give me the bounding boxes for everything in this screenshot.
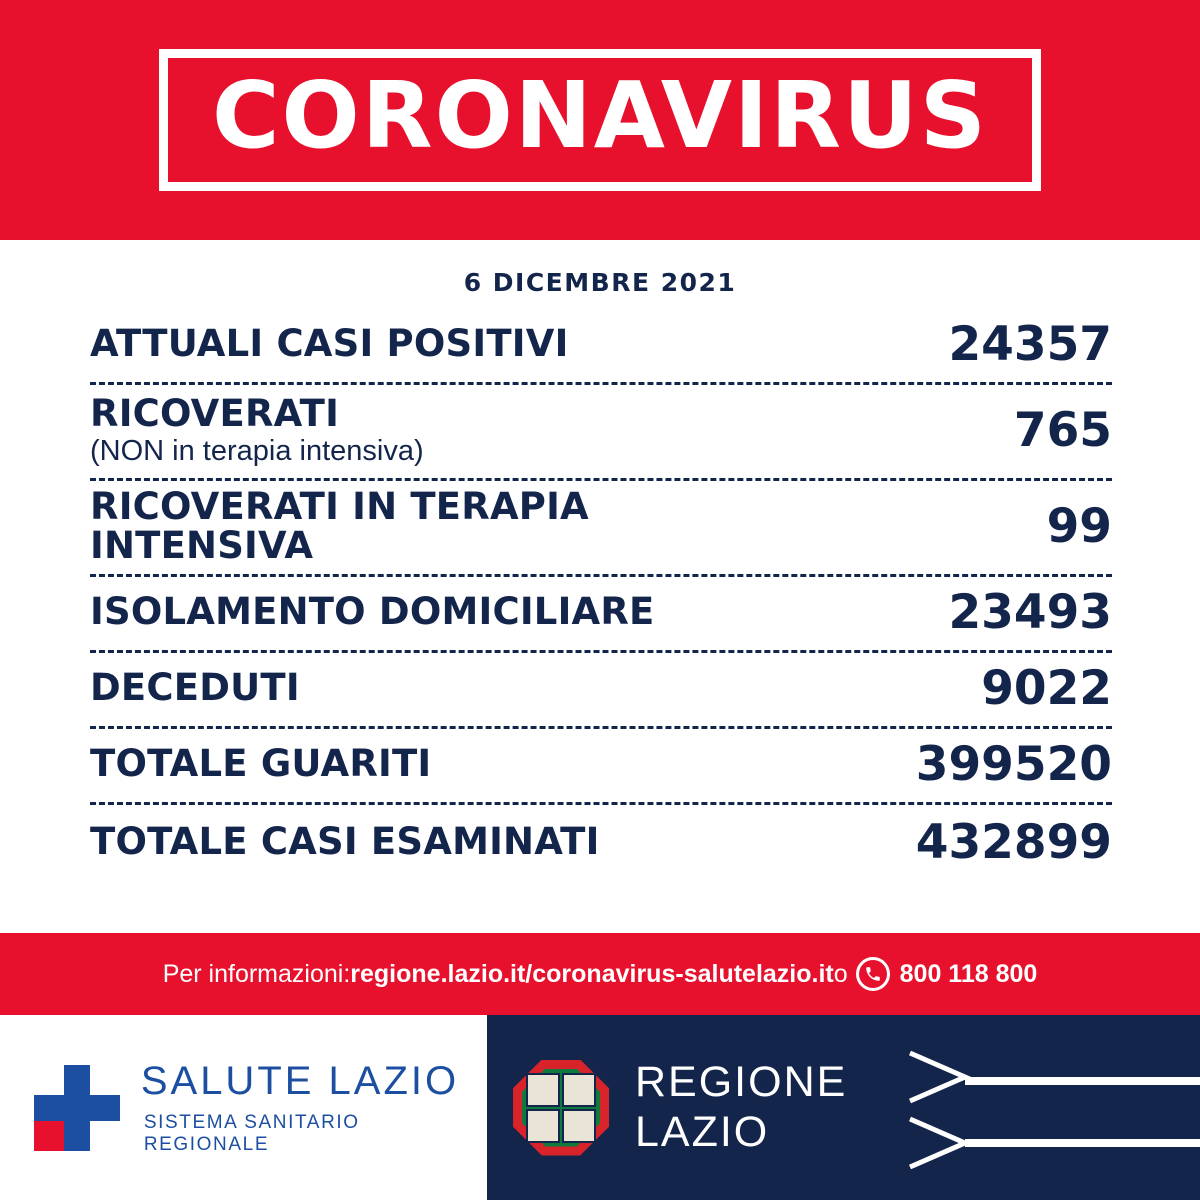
stat-label: RICOVERATI IN TERAPIA INTENSIVA (90, 484, 589, 567)
stat-label: TOTALE CASI ESAMINATI (90, 819, 600, 863)
stat-label: ISOLAMENTO DOMICILIARE (90, 590, 655, 634)
lazio-region-emblem-icon (513, 1060, 609, 1156)
info-prefix: Per informazioni: (162, 959, 351, 988)
table-row (90, 805, 1112, 881)
stat-value: 24357 (948, 317, 1112, 372)
stat-label-main: RICOVERATI (90, 391, 340, 435)
table-row (90, 309, 1112, 385)
table-row (90, 653, 1112, 729)
footer-salute-lazio (0, 1015, 487, 1200)
info-phone-number[interactable]: 800 118 800 (899, 959, 1038, 988)
region-text (635, 1058, 847, 1158)
stat-value: 9022 (981, 661, 1112, 716)
poster-header (0, 0, 1200, 240)
brand-name: SALUTE LAZIO (140, 1059, 460, 1103)
stat-label-sub: (NON in terapia intensiva) (90, 434, 424, 467)
info-website-salutelazio[interactable]: salutelazio.it (683, 959, 834, 988)
date-row (0, 240, 1200, 309)
stat-value: 432899 (915, 814, 1112, 870)
stat-value: 765 (1013, 403, 1112, 458)
statistics-table (0, 309, 1200, 933)
stat-label (90, 391, 424, 467)
table-row (90, 385, 1112, 481)
header-title-frame (159, 49, 1041, 192)
info-conjunction: o (833, 959, 848, 988)
brand-tagline: SISTEMA SANITARIO REGIONALE (143, 1112, 360, 1155)
table-row (90, 729, 1112, 805)
table-row (90, 577, 1112, 653)
info-bar (0, 933, 1200, 1015)
stat-label: TOTALE GUARITI (90, 742, 432, 786)
info-separator: - (675, 959, 684, 988)
stat-label: DECEDUTI (90, 666, 300, 710)
region-line-2: LAZIO (635, 1107, 770, 1156)
page-title: CORONAVIRUS (212, 61, 988, 169)
stat-value: 99 (1046, 499, 1112, 554)
stat-value: 23493 (948, 585, 1112, 640)
stat-value: 399520 (915, 737, 1112, 792)
health-cross-icon (34, 1065, 119, 1151)
table-row (90, 481, 1112, 577)
info-website-regione[interactable]: regione.lazio.it/coronavirus (350, 959, 676, 988)
report-date: 6 DICEMBRE 2021 (463, 268, 737, 297)
footer-regione-lazio (487, 1015, 1200, 1200)
region-line-1: REGIONE (635, 1057, 848, 1106)
poster-footer (0, 1015, 1200, 1200)
brand-text (141, 1059, 487, 1156)
chevron-decoration-icon (870, 1015, 1200, 1200)
stat-label: ATTUALI CASI POSITIVI (90, 322, 569, 366)
phone-icon (856, 957, 890, 991)
